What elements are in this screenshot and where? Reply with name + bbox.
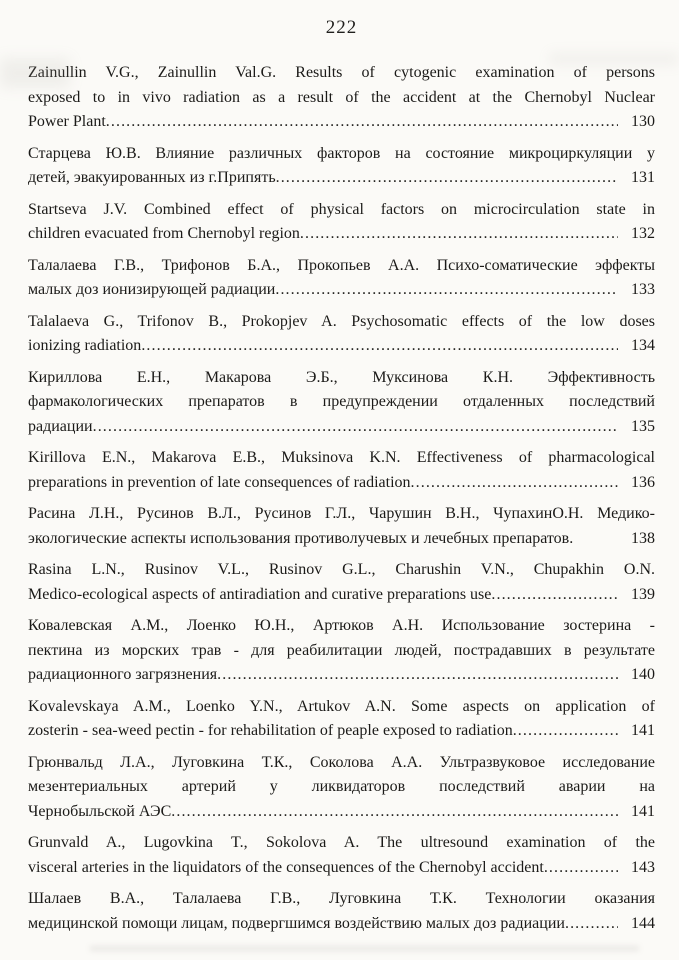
entry-line: exposed to in vivo radiation as a result of the accident at the Chernobyl Nuclear — [28, 88, 655, 106]
toc-entry — [28, 695, 655, 744]
dot-leader — [513, 719, 618, 744]
entry-last-line-row — [28, 222, 655, 247]
entry-page-number: 138 — [631, 529, 655, 547]
entry-last-line-row — [28, 415, 655, 440]
entry-last-line-text: экологические аспекты использования противолучевых и лечебных препаратов. — [28, 529, 574, 547]
entry-page-number: 144 — [631, 914, 655, 932]
entry-line: фармакологических препаратов в предупреждении отдаленных последствий — [28, 393, 655, 410]
entry-line: Расина Л.Н., Русинов В.Л., Русинов Г.Л., Чарушин В.Н., ЧупахинО.Н. Медико- — [28, 505, 655, 522]
entry-line: Talalaeva G., Trifonov B., Prokopjev A. Psychosomatic effects of the low doses — [28, 312, 655, 330]
toc-entry — [28, 61, 655, 135]
entry-page-number: 143 — [631, 858, 655, 876]
toc-entry — [28, 751, 655, 825]
entry-last-line-text: радиационного загрязнения — [28, 666, 218, 683]
entry-last-line-text: Чернобыльской АЭС — [28, 802, 172, 820]
dot-leader — [106, 110, 618, 135]
entry-last-line-text: радиации — [28, 417, 93, 435]
toc-entry — [28, 558, 655, 607]
entry-last-line-row — [28, 278, 655, 303]
dot-leader — [544, 856, 618, 881]
dot-leader — [141, 334, 618, 359]
entry-page-number: 139 — [631, 585, 655, 603]
entry-last-line-row — [28, 471, 655, 496]
entry-last-line-row — [28, 110, 655, 135]
toc-entry — [28, 366, 655, 440]
entry-last-line-row — [28, 856, 655, 881]
entry-line: Kirillova E.N., Makarova E.B., Muksinova K.N. Effectiveness of pharmacological — [28, 449, 655, 466]
entry-last-line-row — [28, 334, 655, 359]
toc-entry — [28, 142, 655, 191]
entry-last-line-text: Power Plant — [28, 113, 106, 130]
entry-page-number: 131 — [631, 169, 655, 186]
entry-last-line-text: малых доз ионизирующей радиации — [28, 281, 276, 298]
entry-page-number: 132 — [631, 225, 655, 242]
entry-last-line-row — [28, 719, 655, 744]
entry-last-line-row — [28, 800, 655, 825]
dot-leader — [275, 278, 618, 303]
entry-line: Grunvald A., Lugovkina T., Sokolova A. The ultresound examination of the — [28, 834, 655, 851]
toc-entry — [28, 198, 655, 247]
entry-last-line-text: медицинской помощи лицам, подвергшимся воздействию малых доз радиации — [28, 914, 565, 932]
entry-last-line-row — [28, 663, 655, 688]
entry-line: Шалаев В.А., Талалаева Г.В., Луговкина Т.К. Технологии оказания — [28, 890, 655, 907]
entry-page-number: 136 — [631, 473, 655, 491]
page-number: 222 — [325, 17, 358, 38]
entry-page-number: 141 — [631, 722, 655, 739]
entry-line: Кириллова Е.Н., Макарова Э.Б., Муксинова К.Н. Эффективность — [28, 368, 655, 386]
entry-last-line-text: preparations in prevention of late consequences of radiation — [28, 473, 411, 491]
dot-leader — [491, 583, 618, 608]
entry-last-line-text: visceral arteries in the liquidators of the consequences of the Chernobyl accident — [28, 858, 544, 876]
toc-entry — [28, 446, 655, 495]
entry-page-number: 141 — [631, 802, 655, 820]
dot-leader — [171, 800, 618, 825]
toc-list — [28, 61, 655, 936]
entry-page-number: 135 — [631, 417, 655, 435]
entry-last-line-text: Medico-ecological aspects of antiradiation and curative preparations use — [28, 585, 492, 603]
entry-last-line-row — [28, 583, 655, 608]
entry-line: мезентериальных артерий у ликвидаторов последствий аварии на — [28, 778, 655, 795]
entry-line: Талалаева Г.В., Трифонов Б.А., Прокопьев А.А. Психо-соматические эффекты — [28, 256, 655, 274]
entry-line: Rasina L.N., Rusinov V.L., Rusinov G.L., Charushin V.N., Chupakhin O.N. — [28, 561, 655, 578]
entry-last-line-row — [28, 527, 655, 552]
entry-line: Грюнвальд Л.А., Луговкина Т.К., Соколова А.А. Ультразвуковое исследование — [28, 753, 655, 771]
entry-last-line-row — [28, 912, 655, 937]
dot-leader — [565, 912, 618, 937]
dot-leader — [217, 663, 618, 688]
entry-line: пектина из морских трав - для реабилитации людей, пострадавших в результате — [28, 641, 655, 659]
toc-entry — [28, 310, 655, 359]
toc-entry — [28, 614, 655, 688]
dot-leader — [411, 471, 618, 496]
entry-page-number: 133 — [631, 281, 655, 298]
entry-last-line-text: детей, эвакуированных из г.Припять — [28, 169, 276, 186]
dot-leader — [276, 166, 618, 191]
entry-line: Startseva J.V. Combined effect of physical factors on microcirculation state in — [28, 200, 655, 218]
entry-last-line-text: ionizing radiation — [28, 337, 142, 354]
toc-entry — [28, 887, 655, 936]
entry-line: Старцева Ю.В. Влияние различных факторов на состояние микроциркуляции у — [28, 144, 655, 162]
entry-line: Ковалевская А.М., Лоенко Ю.Н., Артюков А.Н. Использование зостерина - — [28, 617, 655, 634]
toc-entry — [28, 831, 655, 880]
entry-page-number: 140 — [631, 666, 655, 683]
dot-leader — [300, 222, 618, 247]
entry-line: Zainullin V.G., Zainullin Val.G. Results of cytogenic examination of persons — [28, 64, 655, 81]
entry-last-line-text: children evacuated from Chernobyl region — [28, 225, 300, 242]
dot-leader — [93, 415, 618, 440]
entry-line: Kovalevskaya A.M., Loenko Y.N., Artukov A.N. Some aspects on application of — [28, 697, 655, 715]
entry-last-line-text: zosterin - sea-weed pectin - for rehabilitation of peaple exposed to radiation — [28, 722, 513, 739]
entry-page-number: 130 — [631, 113, 655, 130]
entry-last-line-row — [28, 166, 655, 191]
toc-entry — [28, 254, 655, 303]
dot-leader — [573, 527, 618, 552]
entry-page-number: 134 — [631, 337, 655, 354]
toc-entry — [28, 502, 655, 551]
